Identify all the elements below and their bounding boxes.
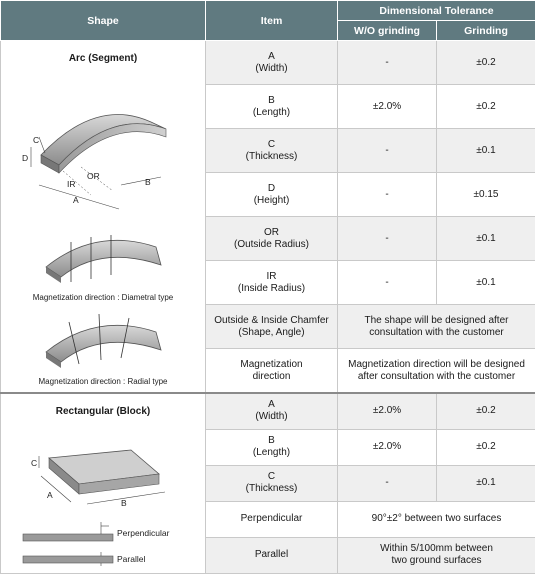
arc-label-ir: IR bbox=[67, 179, 76, 189]
item-cell: A (Width) bbox=[206, 41, 338, 85]
header-row-1 bbox=[1, 1, 535, 21]
wo-cell: ±2.0% bbox=[338, 429, 437, 465]
item-cell: Magnetization direction bbox=[206, 349, 338, 393]
arc-diagrams bbox=[1, 67, 206, 302]
item-cell: Outside & Inside Chamfer (Shape, Angle) bbox=[206, 305, 338, 349]
item-cell: B (Length) bbox=[206, 85, 338, 129]
wo-cell: - bbox=[338, 261, 437, 305]
arc-label-b: B bbox=[145, 177, 151, 187]
item-cell: Parallel bbox=[206, 537, 338, 573]
gr-cell: ±0.2 bbox=[437, 41, 535, 85]
arc-diametral-diagram bbox=[46, 235, 161, 283]
dimensional-tolerance-header: Dimensional Tolerance bbox=[338, 1, 535, 21]
perpendicular-label: Perpendicular bbox=[117, 528, 170, 538]
item-cell: OR (Outside Radius) bbox=[206, 217, 338, 261]
parallel-diagram bbox=[23, 552, 145, 566]
block-diagrams bbox=[1, 418, 206, 566]
wo-cell: ±2.0% bbox=[338, 393, 437, 429]
block-label-b: B bbox=[121, 498, 127, 508]
arc-title: Arc (Segment) bbox=[1, 53, 205, 65]
item-cell: IR (Inside Radius) bbox=[206, 261, 338, 305]
shape-header: Shape bbox=[1, 1, 206, 41]
table-row bbox=[1, 393, 535, 429]
wo-cell: - bbox=[338, 465, 437, 501]
merged-tolerance-cell: The shape will be designed after consultation with the customer bbox=[338, 305, 535, 349]
parallel-label: Parallel bbox=[117, 554, 145, 564]
gr-cell: ±0.1 bbox=[437, 261, 535, 305]
gr-cell: ±0.15 bbox=[437, 173, 535, 217]
merged-tolerance-cell: Within 5/100mm between two ground surfaces bbox=[338, 537, 535, 573]
gr-cell: ±0.1 bbox=[437, 129, 535, 173]
gr-cell: ±0.2 bbox=[437, 429, 535, 465]
arc-label-d: D bbox=[22, 153, 28, 163]
wo-cell: - bbox=[338, 173, 437, 217]
item-cell: D (Height) bbox=[206, 173, 338, 217]
arc-shape-cell bbox=[1, 41, 206, 394]
item-cell: C (Thickness) bbox=[206, 129, 338, 173]
perpendicular-diagram bbox=[23, 522, 170, 541]
merged-tolerance-cell: 90°±2° between two surfaces bbox=[338, 501, 535, 537]
gr-cell: ±0.1 bbox=[437, 217, 535, 261]
wo-cell: ±2.0% bbox=[338, 85, 437, 129]
gr-cell: ±0.2 bbox=[437, 393, 535, 429]
table-row bbox=[1, 41, 535, 85]
wo-cell: - bbox=[338, 41, 437, 85]
grinding-header: Grinding bbox=[437, 21, 535, 41]
arc-segment-diagram bbox=[22, 114, 166, 209]
item-cell: A (Width) bbox=[206, 393, 338, 429]
gr-cell: ±0.2 bbox=[437, 85, 535, 129]
item-cell: B (Length) bbox=[206, 429, 338, 465]
merged-tolerance-cell: Magnetization direction will be designed after consultation with the customer bbox=[338, 349, 535, 393]
block-title: Rectangular (Block) bbox=[1, 406, 205, 418]
arc-label-or: OR bbox=[87, 171, 100, 181]
item-cell: Perpendicular bbox=[206, 501, 338, 537]
gr-cell: ±0.1 bbox=[437, 465, 535, 501]
block-label-a: A bbox=[47, 490, 53, 500]
arc-radial-diagram bbox=[1, 302, 206, 392]
arc-caption-diametral: Magnetization direction : Diametral type bbox=[33, 293, 174, 302]
block-diagram bbox=[31, 450, 165, 508]
item-header: Item bbox=[206, 1, 338, 41]
block-label-c: C bbox=[31, 458, 37, 468]
arc-label-a: A bbox=[73, 195, 79, 205]
wo-grinding-header: W/O grinding bbox=[338, 21, 437, 41]
block-shape-cell bbox=[1, 393, 206, 573]
wo-cell: - bbox=[338, 129, 437, 173]
arc-caption-radial: Magnetization direction : Radial type bbox=[39, 377, 169, 386]
arc-label-c: C bbox=[33, 135, 39, 145]
wo-cell: - bbox=[338, 217, 437, 261]
item-cell: C (Thickness) bbox=[206, 465, 338, 501]
